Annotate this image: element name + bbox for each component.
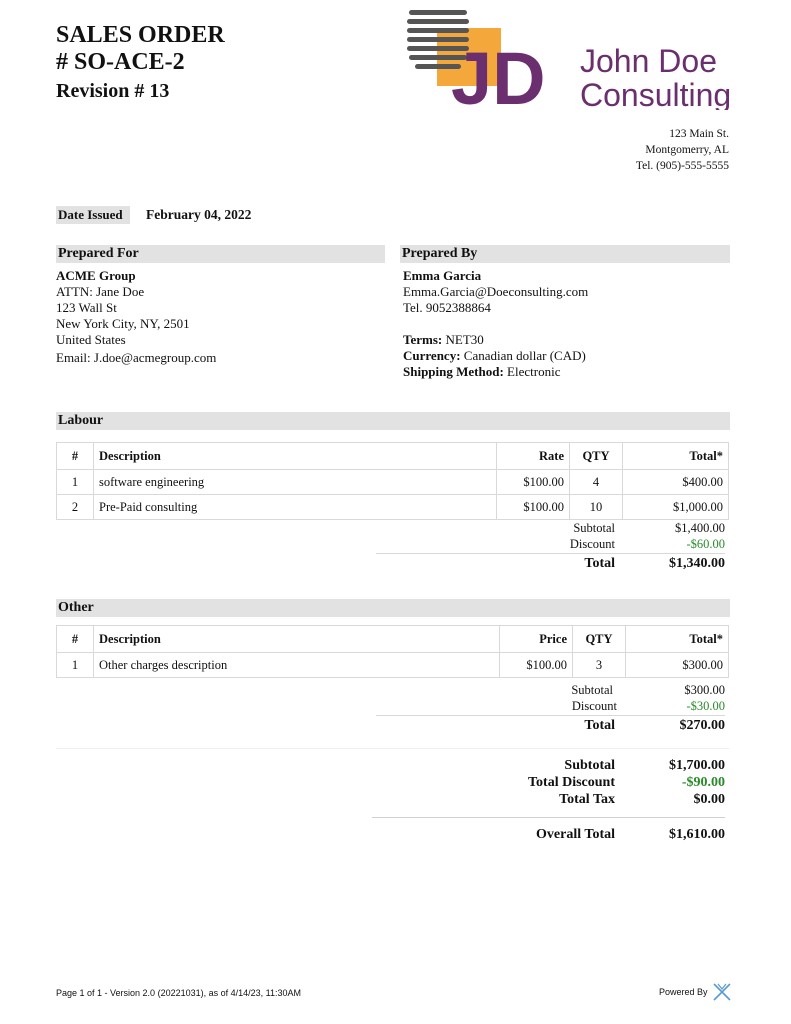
labour-discount-value: -$60.00 — [686, 537, 725, 551]
col-rate: Rate — [497, 443, 570, 470]
grand-discount-row — [372, 774, 725, 791]
company-logo — [407, 6, 767, 110]
row-total: $400.00 — [623, 470, 729, 495]
doc-type-title: SALES ORDER — [56, 22, 225, 48]
labour-heading: Labour — [56, 412, 730, 430]
col-qty: QTY — [573, 626, 626, 653]
footer-page-info: Page 1 of 1 - Version 2.0 (20221031), as of 4/14/23, 11:30AM — [56, 988, 301, 998]
table-row — [57, 653, 729, 678]
prepared-by-heading: Prepared By — [400, 245, 730, 263]
labour-subtotal-label: Subtotal — [573, 521, 615, 535]
other-subtotal-label: Subtotal — [571, 683, 613, 697]
other-heading: Other — [56, 599, 730, 617]
overall-total-label: Overall Total — [536, 827, 615, 842]
row-price: $100.00 — [500, 653, 573, 678]
row-rate: $100.00 — [497, 495, 570, 520]
other-header-row — [57, 626, 729, 653]
grand-tax-label: Total Tax — [559, 792, 615, 807]
preparer-email: Emma.Garcia@Doeconsulting.com — [403, 284, 589, 299]
company-address — [636, 126, 729, 174]
revision-number: Revision # 13 — [56, 80, 170, 102]
row-description: Other charges description — [94, 653, 500, 678]
prepared-by-details — [403, 268, 588, 380]
grand-subtotal-label: Subtotal — [564, 758, 615, 773]
col-num: # — [57, 443, 94, 470]
client-street: 123 Wall St — [56, 300, 117, 315]
logo-name-line1: John Doe — [580, 43, 717, 79]
grand-discount-value: -$90.00 — [681, 775, 725, 790]
labour-table — [56, 442, 729, 520]
shipping-line — [403, 364, 588, 380]
row-num: 1 — [57, 470, 94, 495]
col-total: Total* — [623, 443, 729, 470]
row-rate: $100.00 — [497, 470, 570, 495]
grand-discount-label: Total Discount — [527, 775, 615, 790]
company-phone: Tel. (905)-555-5555 — [635, 160, 729, 172]
row-qty: 4 — [570, 470, 623, 495]
other-table — [56, 625, 729, 678]
terms-value: NET30 — [445, 332, 484, 347]
client-email: Email: J.doe@acmegroup.com — [56, 350, 217, 365]
row-total: $300.00 — [626, 653, 729, 678]
col-price: Price — [500, 626, 573, 653]
row-description: software engineering — [94, 470, 497, 495]
grand-totals-divider — [56, 748, 729, 749]
shipping-label: Shipping Method: — [403, 364, 504, 379]
prepared-for-heading: Prepared For — [56, 245, 385, 263]
overall-total-row — [372, 817, 725, 843]
labour-summary — [376, 520, 725, 574]
terms-label: Terms: — [403, 332, 443, 347]
currency-label: Currency: — [403, 348, 461, 363]
grand-subtotal-row — [372, 757, 725, 774]
col-qty: QTY — [570, 443, 623, 470]
table-row — [57, 470, 729, 495]
terms-line — [403, 332, 588, 348]
row-description: Pre-Paid consulting — [94, 495, 497, 520]
client-country: United States — [56, 332, 126, 347]
order-number: # SO-ACE-2 — [56, 49, 185, 75]
col-total: Total* — [626, 626, 729, 653]
labour-subtotal-value: $1,400.00 — [675, 521, 725, 535]
row-num: 1 — [57, 653, 94, 678]
labour-discount-label: Discount — [569, 537, 615, 551]
logo-graphic — [407, 6, 767, 110]
footer-powered-by: Powered By — [659, 987, 708, 997]
other-discount-value: -$30.00 — [686, 699, 725, 713]
labour-total-row — [376, 553, 725, 574]
overall-total-value: $1,610.00 — [669, 827, 725, 842]
other-total-row — [376, 715, 725, 736]
labour-subtotal-row — [376, 520, 725, 536]
preparer-name: Emma Garcia — [403, 268, 482, 283]
powered-by-logo-icon — [712, 982, 732, 1002]
other-total-label: Total — [584, 718, 615, 733]
other-discount-row — [376, 698, 725, 714]
row-qty: 3 — [573, 653, 626, 678]
other-summary — [376, 682, 725, 736]
labour-discount-row — [376, 536, 725, 552]
other-discount-label: Discount — [571, 699, 617, 713]
col-num: # — [57, 626, 94, 653]
other-subtotal-value: $300.00 — [684, 683, 725, 697]
company-address-line2: Montgomerry, AL — [645, 144, 729, 156]
other-subtotal-row — [376, 682, 725, 698]
labour-header-row — [57, 443, 729, 470]
labour-total-label: Total — [584, 556, 615, 571]
labour-total-value: $1,340.00 — [669, 556, 725, 571]
grand-tax-value: $0.00 — [693, 792, 725, 807]
row-qty: 10 — [570, 495, 623, 520]
other-total-value: $270.00 — [679, 718, 725, 733]
col-description: Description — [94, 443, 497, 470]
shipping-value: Electronic — [507, 364, 561, 379]
table-row — [57, 495, 729, 520]
row-total: $1,000.00 — [623, 495, 729, 520]
grand-subtotal-value: $1,700.00 — [669, 758, 725, 773]
grand-tax-row — [372, 791, 725, 808]
currency-value: Canadian dollar (CAD) — [463, 348, 586, 363]
grand-totals — [372, 757, 725, 843]
currency-line — [403, 348, 588, 364]
prepared-for-details — [56, 268, 216, 366]
client-name: ACME Group — [56, 268, 136, 283]
logo-initials: JD — [451, 37, 546, 110]
col-description: Description — [94, 626, 500, 653]
client-attn: ATTN: Jane Doe — [56, 284, 145, 299]
logo-name-line2: Consulting — [580, 77, 732, 110]
date-issued-label: Date Issued — [56, 206, 130, 224]
preparer-phone: Tel. 9052388864 — [403, 300, 491, 315]
company-address-line1: 123 Main St. — [669, 128, 729, 140]
date-issued-value: February 04, 2022 — [146, 207, 252, 222]
client-city: New York City, NY, 2501 — [56, 316, 190, 331]
row-num: 2 — [57, 495, 94, 520]
